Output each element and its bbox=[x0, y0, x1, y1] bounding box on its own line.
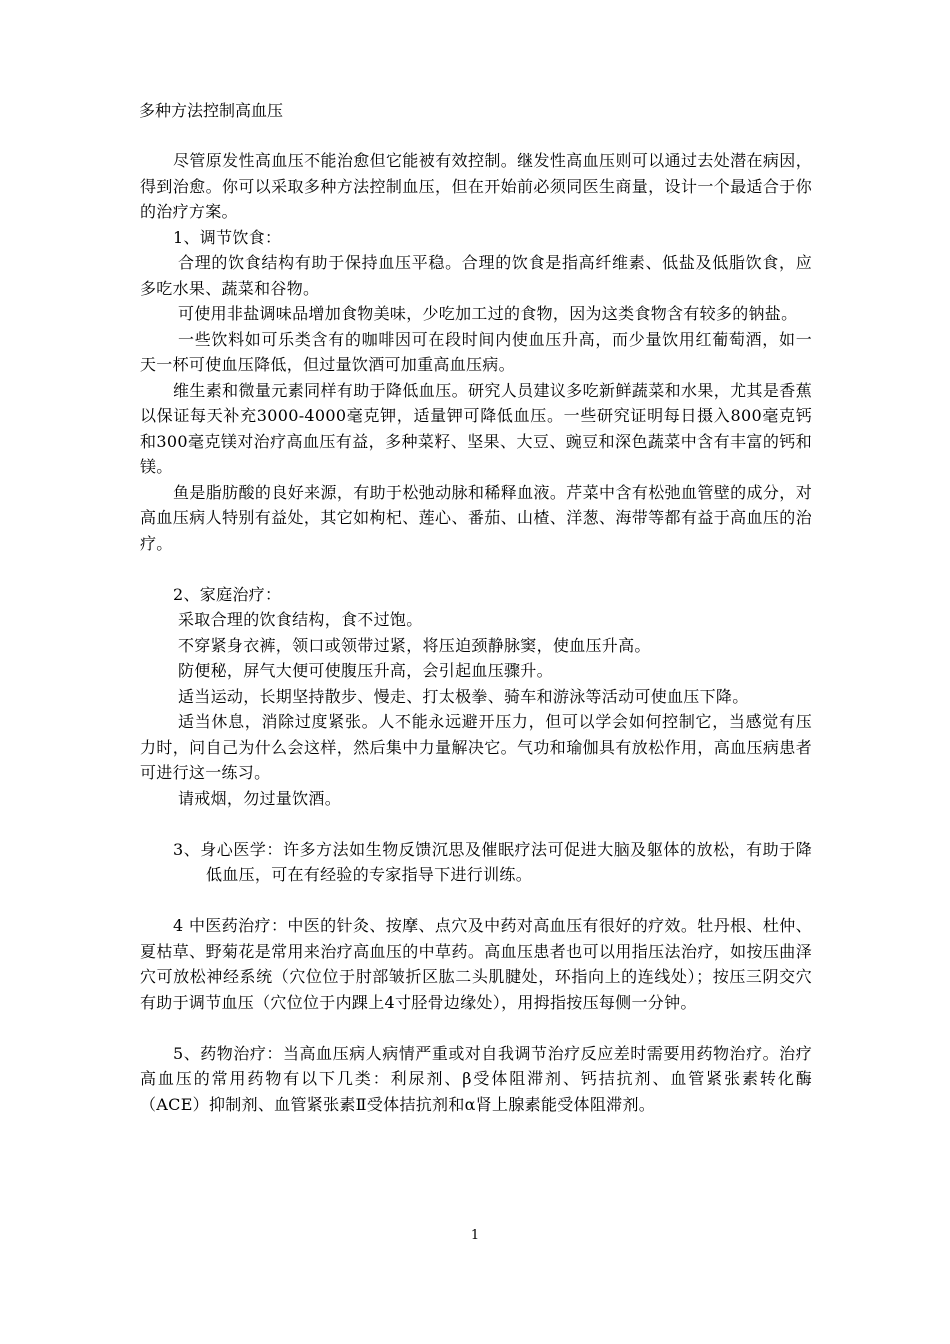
section-heading-diet: 1、调节饮食： bbox=[173, 227, 282, 247]
paragraph-spacer bbox=[140, 888, 812, 914]
home-treatment-paragraph: 采取合理的饮食结构，食不过饱。 bbox=[178, 610, 423, 629]
diet-paragraph: 可使用非盐调味品增加食物美味，少吃加工过的食物，因为这类食物含有较多的钠盐。 bbox=[178, 304, 798, 323]
section-drug-treatment: 5、药物治疗：当高血压病人病情严重或对自我调节治疗反应差时需要用药物治疗。治疗高血压的常用药物有以下几类：利尿剂、β受体阻滞剂、钙拮抗剂、血管紧张素转化酶（ACE）抑制剂、血管紧张素Ⅱ受体拮抗剂和α肾上腺素能受体阻滞剂。 bbox=[140, 1043, 812, 1114]
home-treatment-paragraph: 不穿紧身衣裤，领口或领带过紧，将压迫颈静脉窦，使血压升高。 bbox=[178, 635, 651, 655]
diet-paragraph: 合理的饮食结构有助于保持血压平稳。合理的饮食是指高纤维素、低盐及低脂饮食，应多吃水果、蔬菜和谷物。 bbox=[140, 253, 812, 298]
paragraph-spacer bbox=[140, 811, 812, 837]
document-title: 多种方法控制高血压 bbox=[139, 101, 284, 120]
paragraph-spacer bbox=[140, 556, 812, 582]
intro-paragraph: 尽管原发性高血压不能治愈但它能被有效控制。继发性高血压则可以通过去处潜在病因，得到治愈。你可以采取多种方法控制血压，但在开始前必须同医生商量，设计一个最适合于你的治疗方案。 bbox=[140, 151, 812, 221]
home-treatment-paragraph: 适当休息，消除过度紧张。人不能永远避开压力，但可以学会如何控制它，当感觉有压力时，问自己为什么会这样，然后集中力量解决它。气功和瑜伽具有放松作用，高血压病患者可进行这一练习。 bbox=[140, 712, 812, 782]
section-psychosomatic: 3、身心医学：许多方法如生物反馈沉思及催眠疗法可促进大脑及躯体的放松，有助于降低血压，可在有经验的专家指导下进行训练。 bbox=[173, 839, 812, 884]
home-treatment-paragraph: 适当运动，长期坚持散步、慢走、打太极拳、骑车和游泳等活动可使血压下降。 bbox=[178, 686, 749, 706]
section-tcm-treatment: 4 中医药治疗：中医的针灸、按摩、点穴及中药对高血压有很好的疗效。牡丹根、杜仲、夏枯草、野菊花是常用来治疗高血压的中草药。高血压患者也可以用指压法治疗，如按压曲泽穴可放松神经系统（穴位位于肘部皱折区肱二头肌腱处，环指向上的连线处）；按压三阴交穴有助于调节血压（穴位位于内踝上4寸胫骨边缘处），用拇指按压每侧一分钟。 bbox=[140, 916, 812, 1012]
diet-paragraph: 一些饮料如可乐类含有的咖啡因可在段时间内使血压升高，而少量饮用红葡萄酒，如一天一杯可使血压降低，但过量饮酒可加重高血压病。 bbox=[140, 329, 812, 374]
paragraph-spacer bbox=[140, 1015, 812, 1041]
home-treatment-paragraph: 请戒烟，勿过量饮酒。 bbox=[178, 788, 342, 808]
document-body bbox=[140, 148, 812, 1117]
diet-paragraph: 鱼是脂肪酸的良好来源，有助于松弛动脉和稀释血液。芹菜中含有松弛血管壁的成分，对高血压病人特别有益处，其它如枸杞、莲心、番茄、山楂、洋葱、海带等都有益于高血压的治疗。 bbox=[140, 482, 812, 553]
diet-paragraph: 维生素和微量元素同样有助于降低血压。研究人员建议多吃新鲜蔬菜和水果，尤其是香蕉以保证每天补充3000-4000毫克钾，适量钾可降低血压。一些研究证明每日摄入800毫克钙和300毫克镁对治疗高血压有益，多种菜籽、坚果、大豆、豌豆和深色蔬菜中含有丰富的钙和镁。 bbox=[140, 380, 812, 476]
page-number: 1 bbox=[470, 1228, 480, 1243]
section-heading-home-treatment: 2、家庭治疗： bbox=[173, 584, 282, 604]
home-treatment-paragraph: 防便秘，屏气大便可使腹压升高，会引起血压骤升。 bbox=[178, 661, 553, 680]
